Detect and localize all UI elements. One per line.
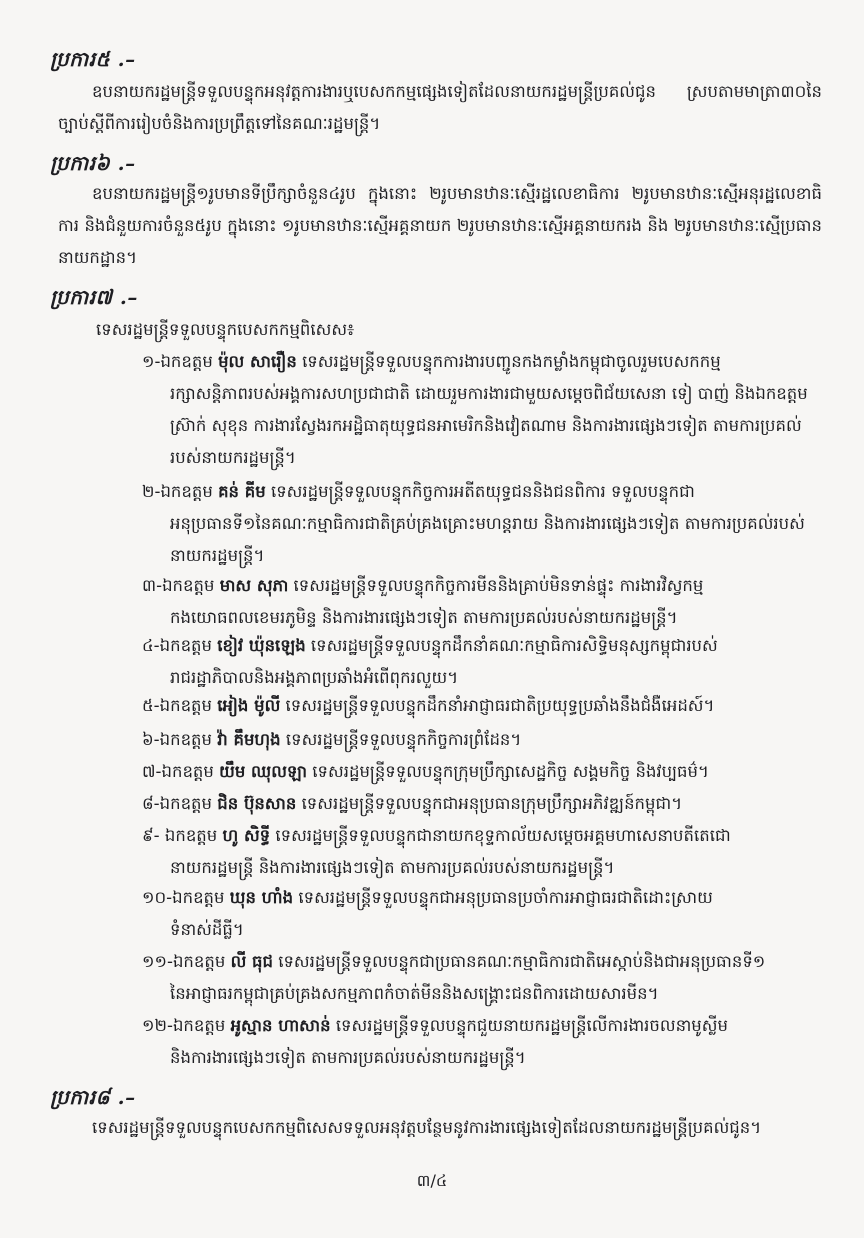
article-7-heading: ប្រការ៧ .– bbox=[50, 285, 138, 309]
article-8-body: ទេសរដ្ឋមន្ត្រីទទួលបន្ទុកបេសកកម្មពិសេសទទួលអនុវត្តបន្ថែមនូវការងារផ្សេងទៀតដែលនាយករដ្ឋមន្ត្រីប្រគល់ជូន។ bbox=[92, 1118, 762, 1137]
list-item: ៥-ឯកឧត្តម អៀង ម៉ូលី ទេសរដ្ឋមន្ត្រីទទួលបន្ទុកដឹកនាំអាជ្ញាធរជាតិប្រយុទ្ធប្រឆាំងនឹងជំងឺអេដស៍។ bbox=[142, 696, 715, 715]
person-name: ជិន ប៊ុនសាន bbox=[217, 794, 297, 813]
person-name: ហូ សិទ្ធី bbox=[222, 826, 271, 845]
person-name: ខៀវ ឃ៉ុនឡេង bbox=[217, 636, 306, 655]
person-name: ម៉ុល សារឿន bbox=[218, 352, 297, 371]
list-item: ៣-ឯកឧត្តម មាស សុភា ទេសរដ្ឋមន្ត្រីទទួលបន្ទុកកិច្ចការមីននិងគ្រាប់មិនទាន់ផ្ទុះ ការងារវិស្វកម្ម កងយោធពលខេមរភូមិន្ទ និងការងារផ្សេងៗទៀត តាមការប្រគល់របស់នាយករដ្ឋមន្ត្រី។ bbox=[142, 576, 704, 627]
list-item: ៨-ឯកឧត្តម ជិន ប៊ុនសាន ទេសរដ្ឋមន្ត្រីទទួលបន្ទុកជាអនុប្រធានក្រុមប្រឹក្សាអភិវឌ្ឍន៍កម្ពុជា។ bbox=[142, 794, 683, 813]
person-name: មាស សុភា bbox=[219, 576, 289, 595]
list-item: ៧-ឯកឧត្តម យឹម ឈុលឡា ទេសរដ្ឋមន្ត្រីទទួលបន្ទុកក្រុមប្រឹក្សាសេដ្ឋកិច្ច សង្គមកិច្ច និងវប្បធម៌។ bbox=[142, 762, 709, 781]
person-name: អៀង ម៉ូលី bbox=[217, 696, 281, 715]
person-name: ឃុន ហាំង bbox=[229, 888, 294, 907]
list-item: ៦-ឯកឧត្តម វ៉ា គឹមហុង ទេសរដ្ឋមន្ត្រីទទួលបន្ទុកកិច្ចការព្រំដែន។ bbox=[142, 730, 522, 749]
person-name: វ៉ា គឹមហុង bbox=[217, 730, 281, 749]
list-item: ១-ឯកឧត្តម ម៉ុល សារឿន ទេសរដ្ឋមន្ត្រីទទួលបន្ទុកការងារបញ្ជូនកងកម្លាំងកម្ពុជាចូលរួមបេសកកម្ម រក្សាសន្តិភាពរបស់អង្គការសហប្រជាជាតិ ដោយរួមការងារជាមួយសម្តេចពិជ័យសេនា ទៀ បាញ់ និងឯកឧត្តម ស្រ៊ាក់ សុខុន ការងារស្វែងរកអដ្ឋិធាតុយុទ្ធជនអាមេរិកនិងវៀតណាម និងការងារផ្សេងៗទៀត តាមការប្រគល់របស់នាយករដ្ឋមន្ត្រី។ bbox=[142, 352, 808, 467]
person-name: គន់ គីម bbox=[218, 482, 266, 501]
article-5-body: ឧបនាយករដ្ឋមន្ត្រីទទួលបន្ទុកអនុវត្តការងារឬបេសកកម្មផ្សេងទៀតដែលនាយករដ្ឋមន្ត្រីប្រគល់ជូន ស្របតាមមាត្រា៣០នៃច្បាប់ស្តីពីការរៀបចំនិងការប្រព្រឹត្តទៅនៃគណៈរដ្ឋមន្ត្រី។ bbox=[58, 82, 822, 133]
page-number: ៣/៤ bbox=[416, 1171, 448, 1190]
article-8-heading: ប្រការ៨ .– bbox=[50, 1085, 136, 1109]
list-item: ៩- ឯកឧត្តម ហូ សិទ្ធី ទេសរដ្ឋមន្ត្រីទទួលបន្ទុកជានាយកខុទ្ទកាល័យសម្តេចអគ្គមហាសេនាបតីតេជោ នាយករដ្ឋមន្ត្រី និងការងារផ្សេងៗទៀត តាមការប្រគល់របស់នាយករដ្ឋមន្ត្រី។ bbox=[142, 826, 731, 877]
person-name: អូស្មាន ហាសាន់ bbox=[230, 1016, 331, 1035]
article-6-heading: ប្រការ៦ .– bbox=[50, 151, 136, 175]
list-item: ២-ឯកឧត្តម គន់ គីម ទេសរដ្ឋមន្ត្រីទទួលបន្ទុកកិច្ចការអតីតយុទ្ធជននិងជនពិការ ទទួលបន្ទុកជា អនុប្រធានទី១នៃគណៈកម្មាធិការជាតិគ្រប់គ្រងគ្រោះមហន្តរាយ និងការងារផ្សេងៗទៀត តាមការប្រគល់របស់នាយករដ្ឋមន្ត្រី។ bbox=[142, 482, 805, 565]
person-name: លី ធុជ bbox=[230, 952, 273, 971]
person-name: យឹម ឈុលឡា bbox=[219, 762, 308, 781]
list-item: ១០-ឯកឧត្តម ឃុន ហាំង ទេសរដ្ឋមន្ត្រីទទួលបន្ទុកជាអនុប្រធានប្រចាំការអាជ្ញាធរជាតិដោះស្រាយ ទំនាស់ដីធ្លី។ bbox=[142, 888, 713, 939]
article-7-intro: ទេសរដ្ឋមន្ត្រីទទួលបន្ទុកបេសកកម្មពិសេស៖ bbox=[96, 320, 355, 339]
article-6-body: ឧបនាយករដ្ឋមន្ត្រី១រូបមានទីប្រឹក្សាចំនួន៤រូប ក្នុងនោះ ២រូបមានឋានៈស្មើរដ្ឋលេខាធិការ ២រូបមានឋានៈស្មើអនុរដ្ឋលេខាធិការ និងជំនួយការចំនួន៥រូប ក្នុងនោះ ១រូបមានឋានៈស្មើអគ្គនាយក ២រូបមានឋានៈស្មើអគ្គនាយករង និង ២រូបមានឋានៈស្មើប្រធាននាយកដ្ឋាន។ bbox=[58, 184, 822, 267]
list-item: ១២-ឯកឧត្តម អូស្មាន ហាសាន់ ទេសរដ្ឋមន្ត្រីទទួលបន្ទុកជួយនាយករដ្ឋមន្ត្រីលើការងារចលនាមូស្លីម និងការងារផ្សេងៗទៀត តាមការប្រគល់របស់នាយករដ្ឋមន្ត្រី។ bbox=[142, 1016, 728, 1067]
article-5-heading: ប្រការ៥ .– bbox=[50, 47, 136, 71]
list-item: ១១-ឯកឧត្តម លី ធុជ ទេសរដ្ឋមន្ត្រីទទួលបន្ទុកជាប្រធានគណៈកម្មាធិការជាតិអេស្កាប់និងជាអនុប្រធានទី១ នៃអាជ្ញាធរកម្ពុជាគ្រប់គ្រងសកម្មភាពកំចាត់មីននិងសង្គ្រោះជនពិការដោយសារមីន។ bbox=[142, 952, 766, 1003]
list-item: ៤-ឯកឧត្តម ខៀវ ឃ៉ុនឡេង ទេសរដ្ឋមន្ត្រីទទួលបន្ទុកដឹកនាំគណៈកម្មាធិការសិទ្ធិមនុស្សកម្ពុជារបស់ រាជរដ្ឋាភិបាលនិងអង្គភាពប្រឆាំងអំពើពុករលួយ។ bbox=[142, 636, 718, 687]
